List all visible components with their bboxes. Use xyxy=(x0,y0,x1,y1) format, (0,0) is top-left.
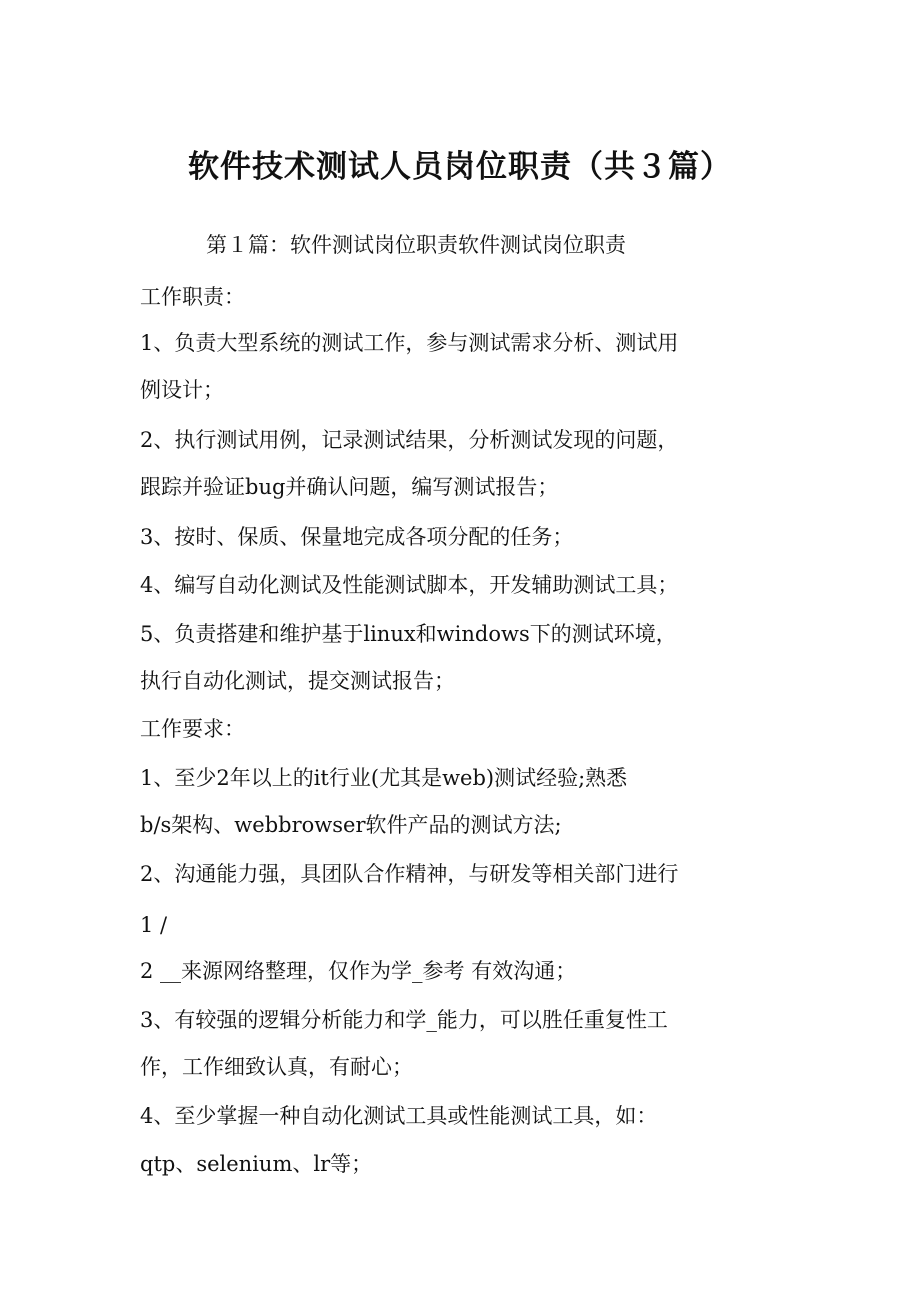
document-title: 软件技术测试人员岗位职责（共３篇） xyxy=(188,149,732,185)
text-line-8: 5、负责搭建和维护基于linux和windows下的测试环境， xyxy=(140,622,677,646)
text-line-12: b/s架构、webbrowser软件产品的测试方法; xyxy=(140,813,562,837)
text-line-10: 工作要求： xyxy=(140,717,245,741)
text-line-13: 2、沟通能力强，具团队合作精神，与研发等相关部门进行 xyxy=(140,862,679,886)
page-number: 1 / xyxy=(140,913,168,937)
text-line-9: 执行自动化测试，提交测试报告； xyxy=(140,669,455,693)
text-line-3: 例设计； xyxy=(140,378,224,402)
text-line-11: 1、至少2年以上的it行业(尤其是web)测试经验;熟悉 xyxy=(140,766,628,790)
text-line-5: 跟踪并验证bug并确认问题，编写测试报告； xyxy=(140,475,559,499)
text-line-4: 2、执行测试用例，记录测试结果，分析测试发现的问题， xyxy=(140,428,679,452)
text-line-7: 4、编写自动化测试及性能测试脚本，开发辅助测试工具； xyxy=(140,573,679,597)
text-line-16: 3、有较强的逻辑分析能力和学_能力，可以胜任重复性工 xyxy=(140,1008,668,1032)
text-line-6: 3、按时、保质、保量地完成各项分配的任务； xyxy=(140,525,574,549)
section-heading: 第１篇：软件测试岗位职责软件测试岗位职责 xyxy=(206,233,626,257)
text-line-18: 4、至少掌握一种自动化测试工具或性能测试工具，如： xyxy=(140,1104,658,1128)
text-line-2: 1、负责大型系统的测试工作，参与测试需求分析、测试用 xyxy=(140,331,679,355)
text-line-15: 2 __来源网络整理，仅作为学_参考 有效沟通； xyxy=(140,959,577,983)
text-line-17: 作，工作细致认真，有耐心； xyxy=(140,1055,413,1079)
text-line-19: qtp、selenium、lr等； xyxy=(140,1152,373,1176)
text-line-1: 工作职责： xyxy=(140,285,245,309)
